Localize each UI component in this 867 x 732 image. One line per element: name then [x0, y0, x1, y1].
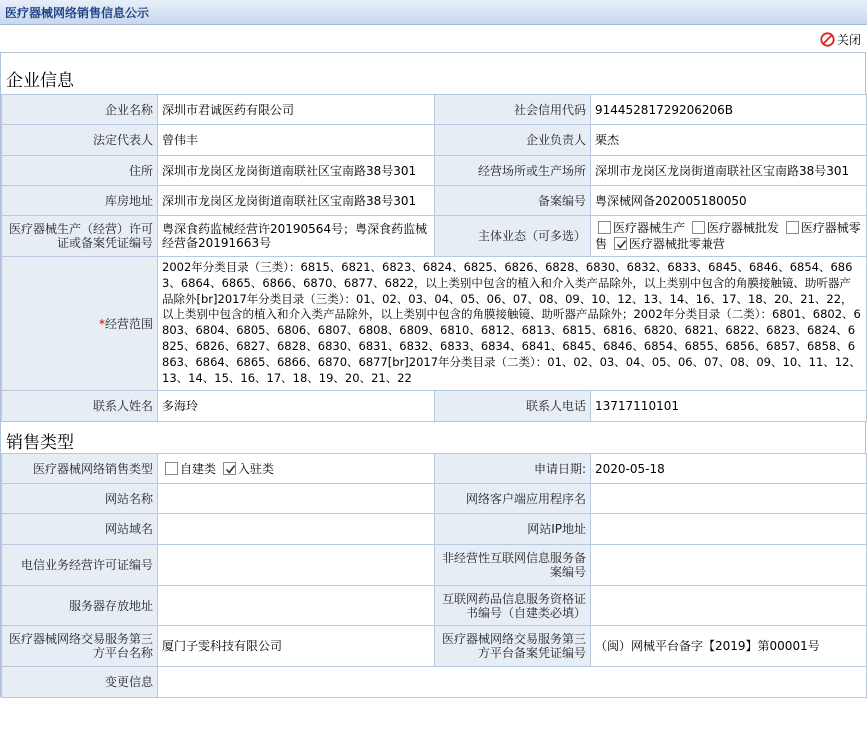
credit-code-value: 91445281729206206B: [591, 95, 867, 125]
contact-name-value: 多海玲: [158, 391, 435, 422]
drug-cert-value: [591, 586, 867, 626]
table-row: [2, 586, 867, 626]
apply-date-value: 2020-05-18: [591, 454, 867, 484]
window-title-bar: [0, 0, 867, 25]
close-icon: [820, 32, 835, 47]
option-wholesale-retail-label: 医疗器械批零兼营: [628, 237, 725, 251]
legal-rep-value: 曾伟丰: [158, 125, 435, 156]
site-name-value: [158, 484, 435, 514]
residence-value: 深圳市龙岗区龙岗街道南联社区宝南路38号301: [158, 156, 435, 186]
option-settled-label: 入驻类: [237, 461, 274, 476]
close-button[interactable]: [820, 29, 861, 49]
warehouse-label: 库房地址: [2, 186, 158, 216]
table-row: [2, 667, 867, 698]
option-self-built-label: 自建类: [180, 461, 217, 476]
legal-rep-label: 法定代表人: [2, 125, 158, 156]
principal-value: 栗杰: [591, 125, 867, 156]
icp-record-label: 非经营性互联网信息服务备案编号: [435, 545, 591, 586]
checkbox-self-built[interactable]: [165, 462, 178, 475]
company-name-label: 企业名称: [2, 95, 158, 125]
business-site-label: 经营场所或生产场所: [435, 156, 591, 186]
table-row: [2, 626, 867, 667]
site-name-label: 网站名称: [2, 484, 158, 514]
table-row: [2, 216, 867, 257]
table-row: [2, 257, 867, 391]
license-value: 粤深食药监械经营许20190564号；粤深食药监械经营备20191663号: [158, 216, 435, 257]
scope-label-cell: [2, 257, 158, 391]
sales-section-header: [1, 422, 865, 454]
warehouse-value: 深圳市龙岗区龙岗街道南联社区宝南路38号301: [158, 186, 435, 216]
platform-name-value: 厦门子雯科技有限公司: [158, 626, 435, 667]
record-no-label: 备案编号: [435, 186, 591, 216]
domain-value: [158, 514, 435, 545]
required-mark: *: [98, 316, 105, 331]
table-row: [2, 391, 867, 422]
platform-record-value: （闽）网械平台备字【2019】第00001号: [591, 626, 867, 667]
residence-label: 住所: [2, 156, 158, 186]
option-wholesale-label: 医疗器械批发: [706, 221, 779, 235]
company-info-table: [1, 94, 867, 422]
table-row: [2, 186, 867, 216]
toolbar: [0, 26, 867, 52]
app-name-value: [591, 484, 867, 514]
close-label: 关闭: [836, 32, 861, 47]
table-row: [2, 125, 867, 156]
change-info-label: 变更信息: [2, 667, 158, 698]
server-location-label: 服务器存放地址: [2, 586, 158, 626]
server-location-value: [158, 586, 435, 626]
company-section-title: 企业信息: [6, 71, 74, 91]
checkbox-production[interactable]: [598, 221, 611, 234]
telecom-license-label: 电信业务经营许可证编号: [2, 545, 158, 586]
change-info-value: [158, 667, 867, 698]
table-row: [2, 156, 867, 186]
checkbox-settled[interactable]: [223, 462, 236, 475]
table-row: [2, 95, 867, 125]
icp-record-value: [591, 545, 867, 586]
table-row: [2, 454, 867, 484]
sales-section-title: 销售类型: [6, 433, 74, 453]
sales-type-label: 医疗器械网络销售类型: [2, 454, 158, 484]
principal-label: 企业负责人: [435, 125, 591, 156]
option-retail-label: 医疗器械零售: [595, 221, 861, 251]
option-production-label: 医疗器械生产: [613, 221, 686, 235]
checkbox-wholesale[interactable]: [692, 221, 705, 234]
telecom-license-value: [158, 545, 435, 586]
app-name-label: 网络客户端应用程序名: [435, 484, 591, 514]
checkmark-icon: [224, 463, 237, 476]
table-row: [2, 545, 867, 586]
platform-record-label: 医疗器械网络交易服务第三方平台备案凭证编号: [435, 626, 591, 667]
contact-phone-label: 联系人电话: [435, 391, 591, 422]
record-no-value: 粤深械网备202005180050: [591, 186, 867, 216]
ip-label: 网站IP地址: [435, 514, 591, 545]
table-row: [2, 484, 867, 514]
sales-type-options: [158, 454, 435, 484]
contact-name-label: 联系人姓名: [2, 391, 158, 422]
domain-label: 网站域名: [2, 514, 158, 545]
scope-label: 经营范围: [104, 316, 153, 331]
sales-info-table: [1, 453, 867, 698]
main-business-label: 主体业态（可多选）: [435, 216, 591, 257]
table-row: [2, 514, 867, 545]
main-business-options: [591, 216, 867, 257]
checkbox-wholesale-retail[interactable]: [614, 237, 627, 250]
apply-date-label: 申请日期:: [435, 454, 591, 484]
license-label: 医疗器械生产（经营）许可证或备案凭证编号: [2, 216, 158, 257]
business-site-value: 深圳市龙岗区龙岗街道南联社区宝南路38号301: [591, 156, 867, 186]
checkmark-icon: [615, 238, 628, 251]
checkbox-retail[interactable]: [786, 221, 799, 234]
contact-phone-value: 13717110101: [591, 391, 867, 422]
ip-value: [591, 514, 867, 545]
credit-code-label: 社会信用代码: [435, 95, 591, 125]
company-name-value: 深圳市君诚医药有限公司: [158, 95, 435, 125]
drug-cert-label: 互联网药品信息服务资格证书编号（自建类必填）: [435, 586, 591, 626]
company-section-header: [1, 55, 865, 95]
platform-name-label: 医疗器械网络交易服务第三方平台名称: [2, 626, 158, 667]
scope-value: 2002年分类目录（三类）：6815、6821、6823、6824、6825、6826、6828、6830、6832、6833、6845、6846、6854、6863、6864、6865、6866、6870、6877、6822，以上类别中包含的植入和介入类产品除外，以上类别中包含的角膜接触镜、助听器产品除外[br]2017年分类目录（三类）：01、02、03、04、05、06、07、08、09、10、12、13、14、16、17、18、20、21、22，以上类别中包含的植入和介入类产品除外，以上类别中包含的角膜接触镜、助听器产品除外；2002年分类目录（二类）：6801、6802、6803、6804、6805、6806、6807、6808、6809、6810、6812、6813、6815、6816、6820、6821、6822、6823、6824、6825、6826、6827、6828、6830、6831、6832、6833、6834、6841、6845、6846、6854、6855、6856、6857、6858、6863、6864、6865、6866、6870、6877[br]2017年分类目录（二类）：01、02、03、04、05、06、07、08、09、10、11、12、13、14、15、16、17、18、19、20、21、22: [158, 257, 867, 391]
window-title: 医疗器械网络销售信息公示: [5, 6, 150, 20]
